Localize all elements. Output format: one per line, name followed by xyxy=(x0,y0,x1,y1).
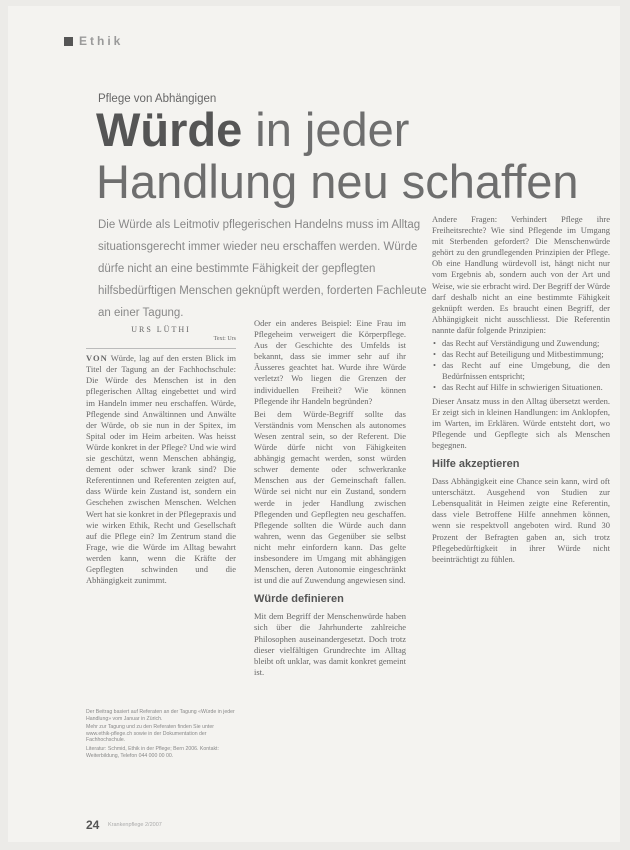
paragraph: Oder ein anderes Beispiel: Eine Frau im Pflegeheim verweigert die Körperpflege. Aus der Geschichte des Umfelds ist bekannt, dass sie immer sehr auf ihr Äusseres geachtet hat. Wurde ihre Würde verletzt? Wo liegen die Grenzen der individuellen Freiheit? Wie können Pflegende ihr Handeln begründen? xyxy=(254,318,406,406)
column-3 xyxy=(432,214,610,567)
list-item: • das Recht auf Beteiligung und Mitbestimmung; xyxy=(442,349,610,360)
paragraph: Mit dem Begriff der Menschenwürde haben sich über die Jahrhunderte zahlreiche Philosophen auseinandergesetzt. Doch trotz dieser vielfältigen Grundrechte im Alltag bleibt oft unklar, was damit konkret gemeint ist. xyxy=(254,611,406,677)
list-item: • das Recht auf eine Umgebung, die den Bedürfnissen entspricht; xyxy=(442,360,610,382)
subheading-wuerde-definieren: Würde definieren xyxy=(254,593,344,606)
paragraph: Andere Fragen: Verhindert Pflege ihre Freiheitsrechte? Wie sind Pflegende im Umgang mit Sterbenden gefordert? Die Menschenwürde gehört zu den grundlegenden Prinzipien der Pflege. Ob eine Handlung würdevoll ist, hängt nicht nur vom Ergebnis ab, sondern auch von der Art und Weise, wie sie erbracht wird. Der Begriff der Würde darf deshalb nicht an eine bestimmte Fähigkeit geknüpft werden. Es braucht einen Begriff, der Abhängigkeit nicht ausschliesst. Die Referentin nannte dafür folgende Prinzipien: xyxy=(432,214,610,335)
subheading-hilfe-akzeptieren: Hilfe akzeptieren xyxy=(432,457,520,470)
column-2 xyxy=(254,318,406,680)
footnotes xyxy=(86,709,236,761)
list-item: • das Recht auf Verständigung und Zuwendung; xyxy=(442,338,610,349)
section-label: Ethik xyxy=(79,34,124,48)
section-header xyxy=(64,34,123,48)
title-bold: Würde xyxy=(96,103,243,156)
drop-word: VON xyxy=(86,353,108,364)
article-kicker: Pflege von Abhängigen xyxy=(98,93,217,105)
article-lead: Die Würde als Leitmotiv pflegerischen Handelns muss im Alltag situationsgerecht immer wieder neu erschaffen werden. Würde dürfe nicht an eine bestimmte Fähigkeit der gepflegten hilfsbedürftigen Menschen geknüpft werden, forderten Fachleute an einer Tagung. xyxy=(98,219,427,319)
byline xyxy=(86,324,236,349)
section-square-icon xyxy=(64,37,73,46)
paragraph: Dass Abhängigkeit eine Chance sein kann, wird oft unterschätzt. Ausgehend von Studien zur Lebensqualität in Heimen zeigte eine Referentin, dass viele Betroffene Hilfe annehmen können, wenn sie respektvoll angeboten wird. Rund 30 Prozent der Befragten gaben an, sich trotz Pflegebedürftigkeit in ihrer Würde nicht beeinträchtigt zu fühlen. xyxy=(432,476,610,564)
rights-list xyxy=(432,338,610,393)
running-footer: Krankenpflege 2/2007 xyxy=(108,822,162,828)
byline-small: Text: Urs xyxy=(213,336,236,343)
paragraph: Bei dem Würde-Begriff sollte das Verständnis vom Menschen als autonomes Wesen zentral sein, so der Referent. Die Würde dürfe nicht von Fähigkeiten abhängig gemacht werden, sonst würden schwer demente oder schwerkranke Menschen aus der Gemeinschaft fallen. Würde sei nicht nur ein Zustand, sondern werde in jeder Handlung zwischen Pflegenden und Gepflegten neu geschaffen. Pflegende sollten die Würde auch dann wahren, wenn das Gegenüber sie selbst nicht mehr einfordern kann. Das gelte insbesondere im Umgang mit abhängigen Menschen, deren Autonomie eingeschränkt ist und die auf Zuwendung angewiesen sind. xyxy=(254,408,406,586)
paragraph xyxy=(86,353,236,586)
paragraph: Dieser Ansatz muss in den Alltag übersetzt werden. Er zeigt sich in kleinen Handlungen: im Anklopfen, im Warten, im Erklären. Würde entsteht dort, wo Pflegende und Gepflegte sich als Menschen begegnen. xyxy=(432,395,610,450)
list-item: • das Recht auf Hilfe in schwierigen Situationen. xyxy=(442,382,610,393)
column-1 xyxy=(86,324,236,588)
page-number: 24 xyxy=(86,818,100,832)
footnote: Literatur: Schmid, Ethik in der Pflege; Bern 2006. Kontakt: Weiterbildung, Telefon 044 000 00 00. xyxy=(86,745,219,759)
title-rest: in jeder Handlung neu schaffen xyxy=(96,103,579,208)
article-title xyxy=(96,104,616,208)
footnote: Mehr zur Tagung und zu den Referaten finden Sie unter www.ethik-pflege.ch sowie in der Dokumentation der Fachhochschule. xyxy=(86,724,214,744)
byline-author: URS LÜTHI xyxy=(131,325,191,334)
paragraph-text: Würde, lag auf den ersten Blick im Titel der Tagung an der Fachhochschule: Die Würde des Menschen ist in den pflegerischen Alltag eingebettet und wird im Handeln immer neu erschaffen. Würde, Pflegende sind Anwältinnen und Anwälte der Würde, ob sie nun in der Spitex, im Spital oder im Heim arbeiten. Was heisst Würde konkret in der Pflege? Und wie wird sie geschützt, wenn Menschen abhängig, dement oder schwer krank sind? Die Referentinnen und Referenten zeigten auf, dass Würde kein Zustand ist, sondern ein Geschehen zwischen Menschen. Welchen Wert hat sie konkret in der Pflegepraxis und wie wirken Ethik, Recht und Gesellschaft auf die Pflege ein? Im Zentrum stand die Frage, wie die Würde im Alltag bewahrt werden kann, wenn die Kräfte der Gepflegten schwinden und die Abhängigkeit zunimmt. xyxy=(86,353,236,586)
magazine-page xyxy=(8,6,620,842)
footnote: Der Beitrag basiert auf Referaten an der Tagung «Würde in jeder Handlung» vom Januar in Zürich. xyxy=(86,709,235,722)
